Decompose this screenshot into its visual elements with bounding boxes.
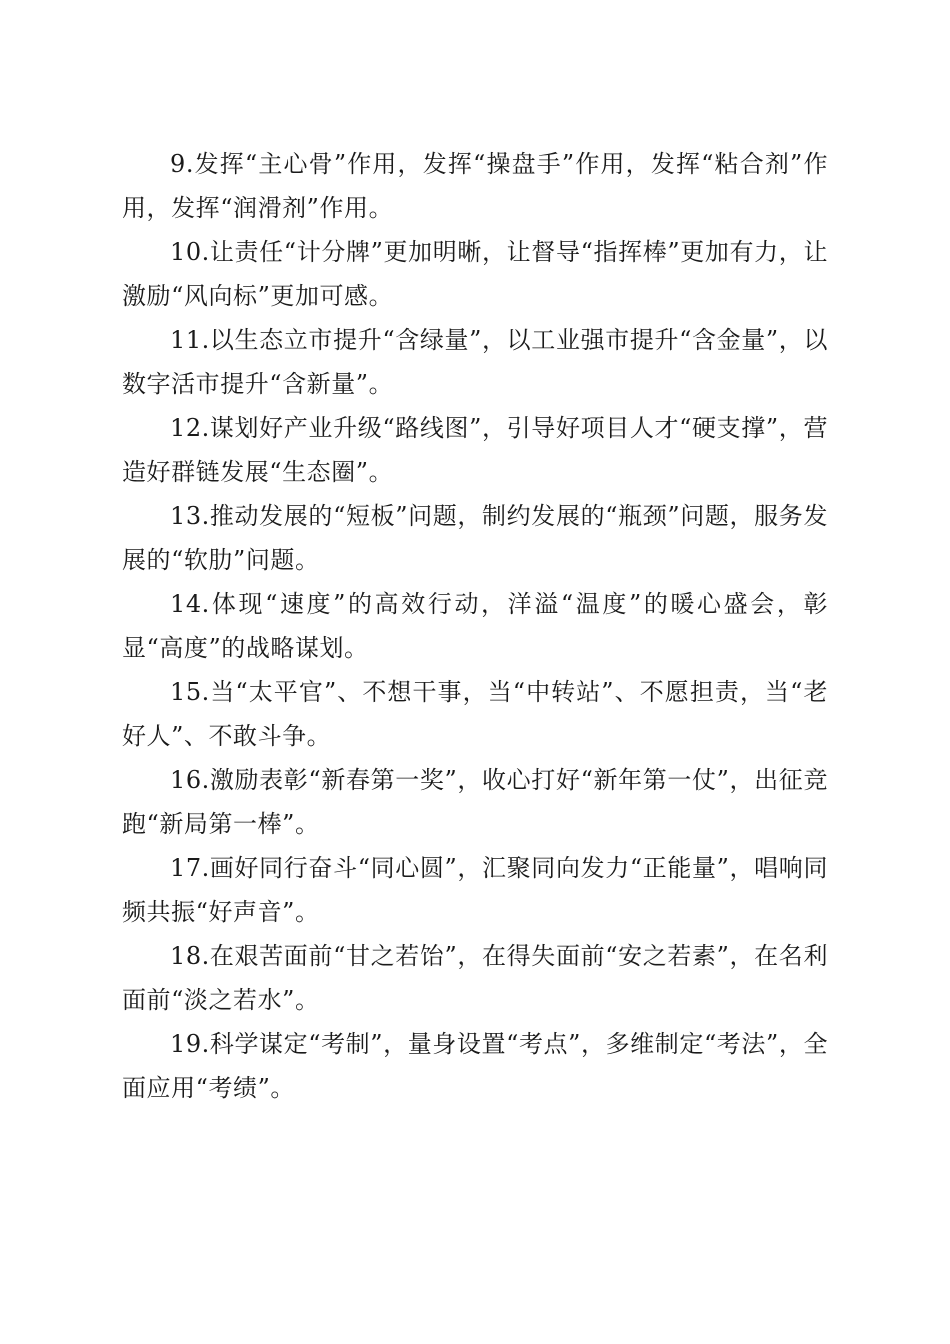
- paragraph-16: 16.激励表彰“新春第一奖”，收心打好“新年第一仗”，出征竞跑“新局第一棒”。: [122, 766, 828, 838]
- paragraph-10: 10.让责任“计分牌”更加明晰，让督导“指挥棒”更加有力，让激励“风向标”更加可感。: [122, 238, 828, 310]
- paragraph-9: 9.发挥“主心骨”作用，发挥“操盘手”作用，发挥“粘合剂”作用，发挥“润滑剂”作用。: [122, 150, 828, 222]
- paragraph-11: 11.以生态立市提升“含绿量”，以工业强市提升“含金量”，以数字活市提升“含新量”。: [122, 326, 828, 398]
- paragraph-15: 15.当“太平官”、不想干事，当“中转站”、不愿担责，当“老好人”、不敢斗争。: [122, 678, 828, 750]
- document-body: [122, 142, 828, 1110]
- paragraph-18: 18.在艰苦面前“甘之若饴”，在得失面前“安之若素”，在名利面前“淡之若水”。: [122, 942, 828, 1014]
- paragraph-13: 13.推动发展的“短板”问题，制约发展的“瓶颈”问题，服务发展的“软肋”问题。: [122, 502, 828, 574]
- paragraph-12: 12.谋划好产业升级“路线图”，引导好项目人才“硬支撑”，营造好群链发展“生态圈”。: [122, 414, 828, 486]
- paragraph-14: 14.体现“速度”的高效行动，洋溢“温度”的暖心盛会，彰显“高度”的战略谋划。: [122, 590, 828, 662]
- paragraph-19: 19.科学谋定“考制”，量身设置“考点”，多维制定“考法”，全面应用“考绩”。: [122, 1030, 828, 1102]
- paragraph-17: 17.画好同行奋斗“同心圆”，汇聚同向发力“正能量”，唱响同频共振“好声音”。: [122, 854, 828, 926]
